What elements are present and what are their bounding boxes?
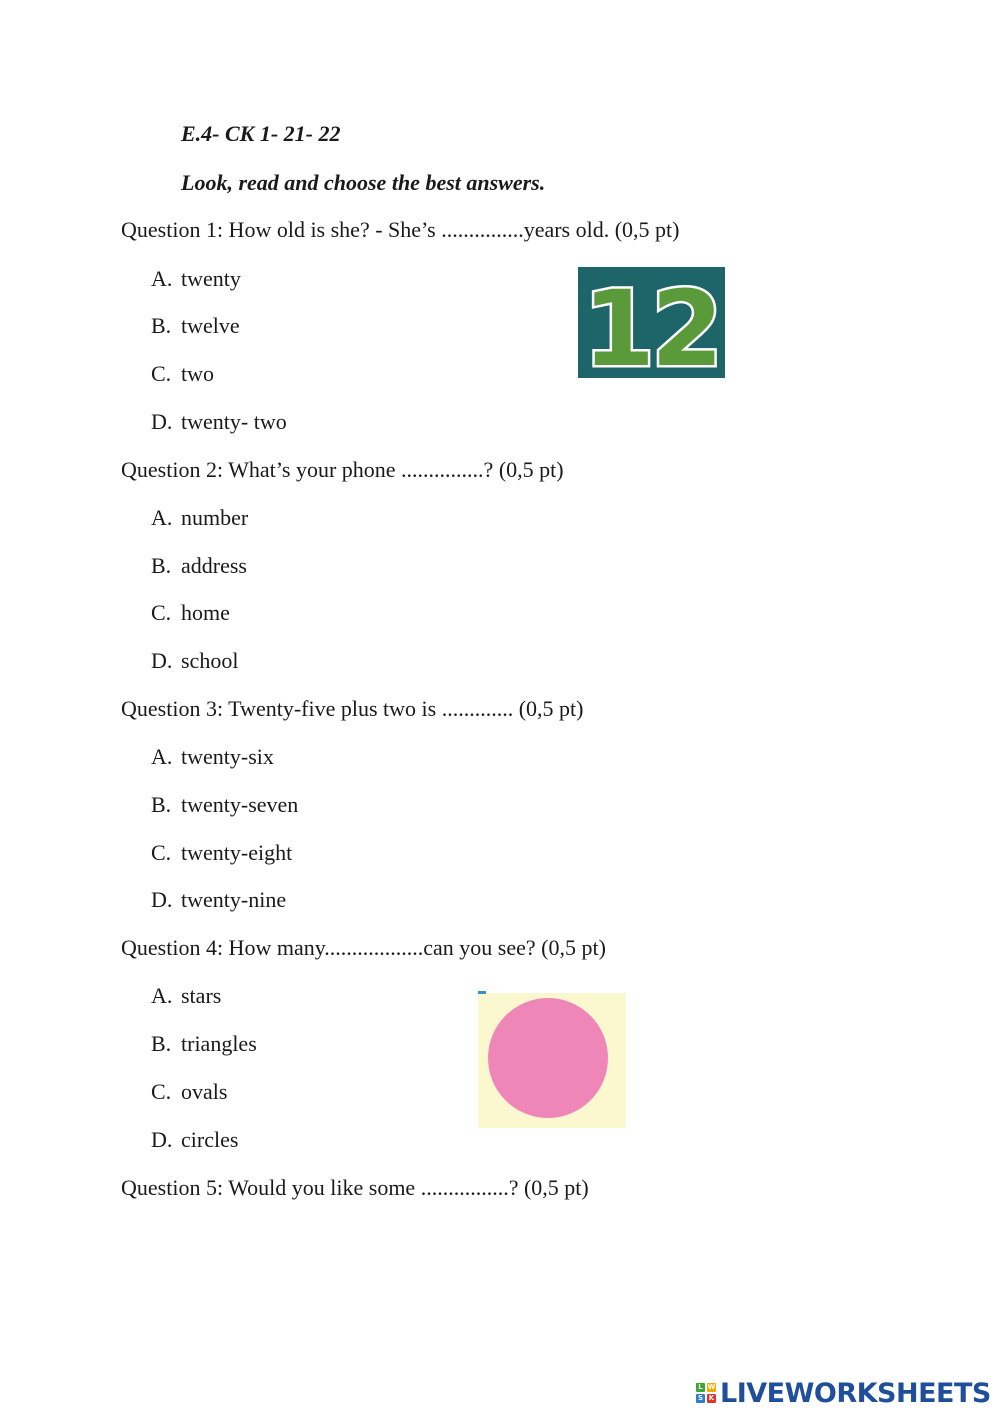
- option-text: school: [181, 648, 239, 673]
- option-letter: C.: [151, 1079, 172, 1104]
- question-3: Question 3: Twenty-five plus two is ............. (0,5 pt): [121, 696, 584, 721]
- liveworksheets-logo-icon: [696, 1383, 716, 1403]
- q2-option-c[interactable]: [151, 600, 230, 626]
- option-letter: B.: [151, 1031, 172, 1056]
- q2-option-b[interactable]: [151, 553, 247, 579]
- option-letter: B.: [151, 313, 172, 338]
- logo-tile: S: [697, 1394, 704, 1402]
- option-text: ovals: [181, 1079, 228, 1104]
- liveworksheets-brand[interactable]: [696, 1378, 991, 1408]
- option-text: twenty-eight: [181, 840, 293, 865]
- number-twelve-picture: [578, 267, 725, 378]
- option-text: twenty- two: [181, 409, 287, 434]
- option-text: twenty-nine: [181, 887, 287, 912]
- logo-tile: K: [708, 1394, 715, 1402]
- option-text: address: [181, 553, 247, 578]
- option-text: stars: [181, 983, 222, 1008]
- option-letter: C.: [151, 361, 172, 386]
- pink-circle-shape: [488, 998, 608, 1118]
- option-text: home: [181, 600, 230, 625]
- q4-option-d[interactable]: [151, 1127, 238, 1153]
- option-text: twenty-six: [181, 744, 274, 769]
- circle-picture: [478, 993, 626, 1128]
- q1-option-a[interactable]: [151, 266, 241, 292]
- instruction-heading: Look, read and choose the best answers.: [181, 170, 546, 195]
- liveworksheets-wordmark: LIVEWORKSHEETS: [720, 1377, 991, 1409]
- option-letter: D.: [151, 1127, 173, 1152]
- option-letter: D.: [151, 409, 173, 434]
- worksheet-code: E.4- CK 1- 21- 22: [181, 121, 341, 146]
- q4-option-b[interactable]: [151, 1031, 257, 1057]
- question-5: Question 5: Would you like some ................? (0,5 pt): [121, 1175, 589, 1200]
- option-letter: A.: [151, 744, 173, 769]
- option-letter: B.: [151, 553, 172, 578]
- number-twelve-text: 12: [582, 268, 720, 378]
- option-letter: D.: [151, 648, 173, 673]
- number-twelve-graphic: [578, 267, 725, 378]
- q4-option-a[interactable]: [151, 983, 221, 1009]
- option-text: twenty: [181, 266, 241, 291]
- q1-option-c[interactable]: [151, 361, 214, 387]
- q2-option-a[interactable]: [151, 505, 248, 531]
- option-letter: D.: [151, 887, 173, 912]
- option-letter: A.: [151, 983, 173, 1008]
- q3-option-b[interactable]: [151, 792, 298, 818]
- option-letter: A.: [151, 505, 173, 530]
- q3-option-c[interactable]: [151, 840, 292, 866]
- q3-option-a[interactable]: [151, 744, 274, 770]
- q2-option-d[interactable]: [151, 648, 238, 674]
- option-letter: C.: [151, 600, 172, 625]
- option-text: triangles: [181, 1031, 257, 1056]
- question-2: Question 2: What’s your phone ...............? (0,5 pt): [121, 457, 564, 482]
- q1-option-b[interactable]: [151, 313, 240, 339]
- q4-option-c[interactable]: [151, 1079, 227, 1105]
- option-text: twelve: [181, 313, 240, 338]
- logo-tile: L: [696, 1383, 705, 1392]
- q1-option-d[interactable]: [151, 409, 287, 435]
- q3-option-d[interactable]: [151, 887, 286, 913]
- logo-tile: W: [707, 1383, 716, 1391]
- option-text: twenty-seven: [181, 792, 299, 817]
- question-4: Question 4: How many..................can you see? (0,5 pt): [121, 935, 606, 960]
- option-letter: B.: [151, 792, 172, 817]
- question-1: Question 1: How old is she? - She’s ...............years old. (0,5 pt): [121, 217, 680, 242]
- option-text: two: [181, 361, 214, 386]
- option-letter: A.: [151, 266, 173, 291]
- option-text: circles: [181, 1127, 239, 1152]
- picture-edge-mark: [478, 991, 486, 994]
- option-letter: C.: [151, 840, 172, 865]
- option-text: number: [181, 505, 249, 530]
